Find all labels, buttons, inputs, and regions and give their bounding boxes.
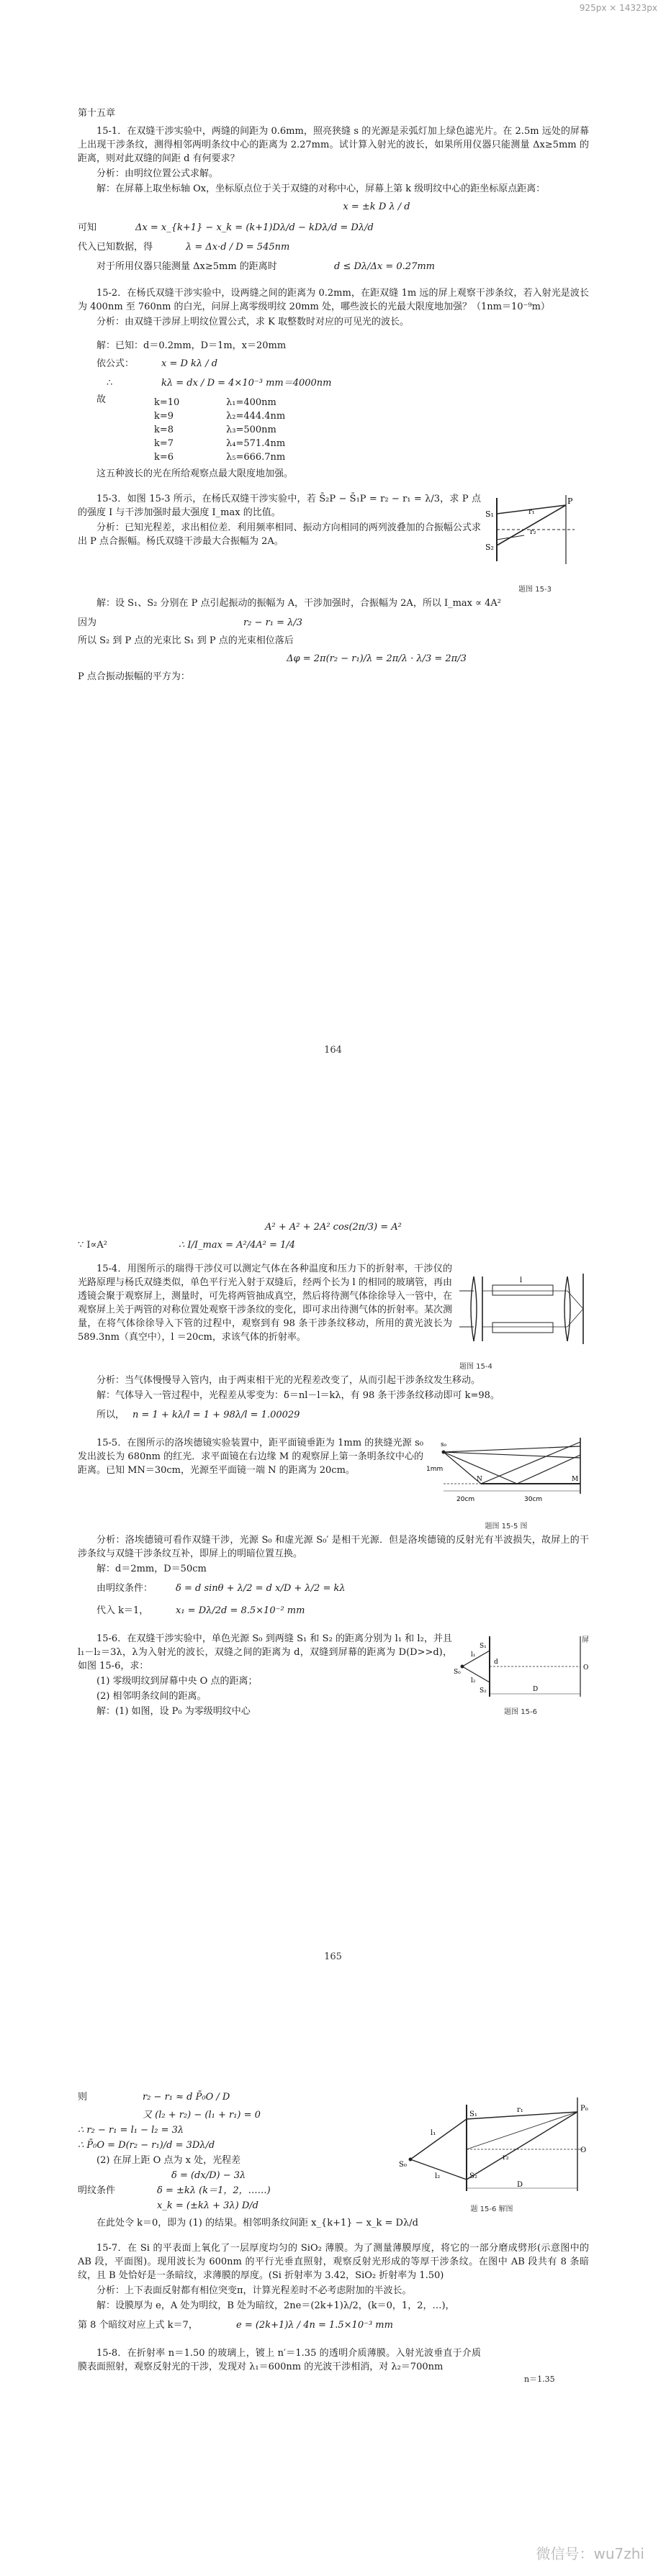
text-label: 代入已知数据，得 (78, 242, 153, 253)
text-label: 故 (96, 394, 107, 405)
svg-text:l₂: l₂ (471, 1677, 476, 1684)
solution-15-2: 解：已知：d＝0.2mm，D＝1m，x＝20mm (96, 340, 287, 351)
double-slit-source-diagram (452, 1632, 589, 1701)
screen-label: 屏 (582, 1636, 589, 1644)
text-line: ∵ I∝A² (78, 1240, 107, 1251)
svg-text:S₂: S₂ (480, 1687, 487, 1695)
svg-text:S₁: S₁ (480, 1643, 487, 1650)
svg-text:r₂: r₂ (530, 528, 536, 536)
label-30cm: 30cm (524, 1496, 543, 1503)
solution-15-5: 解：d＝2mm，D＝50cm (96, 1564, 207, 1574)
text-label: 代入 k＝1， (96, 1605, 149, 1616)
figure-15-6-solution (395, 2090, 589, 2216)
svg-text:N: N (477, 1476, 482, 1483)
text-label: 对于所用仪器只能测量 Δx≥5mm 的距离时 (96, 261, 277, 272)
problem-15-6: 15-6．在双缝干涉实验中，单色光源 S₀ 到两缝 S₁ 和 S₂ 的距离分别为 l₁ 和 l₂，并且 l₁－l₂＝3λ，λ为入射光的波长，双缝之间的距离为 d，双缝到屏幕的距离为 D(D>>d)，如图 15-6，求： (78, 1633, 452, 1672)
figure-15-4 (452, 1262, 589, 1374)
equation: δ = (dx/D) − 3λ (171, 2170, 246, 2181)
page-number: 164 (324, 1045, 342, 1056)
figure-caption: 题图 15-6 (504, 1708, 537, 1716)
text-line: (2) 在屏上距 O 点为 x 处，光程差 (96, 2155, 241, 2166)
equation: x₁ = Dλ/2d = 8.5×10⁻² mm (176, 1605, 305, 1616)
text-label: 由明纹条件： (96, 1583, 153, 1594)
page-number: 165 (324, 1951, 342, 1962)
svg-text:l₁: l₁ (471, 1651, 476, 1659)
label-20cm: 20cm (456, 1496, 475, 1503)
solution-15-7: 解：设膜厚为 e，A 处为明纹，B 处为暗纹，2ne＝(2k+1)λ/2，(k＝0，1，2，…)， (96, 2300, 455, 2311)
text-label: 明纹条件 (78, 2185, 116, 2196)
problem-15-8: 15-8．在折射率 n＝1.50 的玻璃上，镀上 n′＝1.35 的透明介质薄膜。入射光波垂直于介质膜表面照射，观察反射光的干涉，发现对 λ₁＝600nm 的光波干涉相消，对 λ₂＝700nm (78, 2348, 481, 2372)
svg-text:r₁: r₁ (528, 508, 535, 516)
table-cell: λ₄=571.4nm (226, 438, 286, 449)
svg-text:l: l (520, 1276, 523, 1284)
svg-text:S₁: S₁ (485, 509, 494, 519)
double-slit-solution-diagram (395, 2090, 589, 2198)
equation: r₂ − r₁ ≈ d P̄₀O / D (143, 2092, 230, 2103)
svg-text:D: D (517, 2181, 523, 2189)
figure-caption: 题 15-6 解图 (470, 2205, 513, 2213)
table-cell: k=8 (154, 425, 174, 435)
table-cell: λ₂=444.4nm (226, 411, 286, 422)
svg-text:S₂: S₂ (485, 543, 494, 552)
lloyd-mirror-diagram (423, 1436, 589, 1515)
svg-text:P: P (567, 496, 573, 506)
svg-text:S₂: S₂ (469, 2172, 477, 2180)
equation: 又 (l₂ + r₂) − (l₁ + r₁) = 0 (143, 2110, 261, 2121)
double-slit-diagram (481, 492, 589, 579)
text-label: 依公式： (96, 358, 135, 369)
chapter-title: 第十五章 (78, 108, 116, 119)
analysis-15-2: 分析：由双缝干涉屏上明纹位置公式，求 K 取整数时对应的可见光的波长。 (96, 317, 409, 327)
page-165 (78, 1216, 589, 1720)
svg-text:s₀: s₀ (441, 1441, 447, 1448)
problem-15-3: 15-3．如图 15-3 所示，在杨氏双缝干涉实验中，若 S̄₂P − S̄₁P = r₂ − r₁ = λ/3，求 P 点的强度 I 与干涉加强时最大强度 I_max 的比值。 (78, 494, 481, 518)
table-row (154, 396, 370, 409)
svg-text:O: O (583, 1664, 589, 1672)
problem-15-2: 15-2．在杨氏双缝干涉实验中，设两缝之间的距离为 0.2mm，在距双缝 1m 远的屏上观察干涉条纹，若入射光是波长为 400nm 至 760nm 的白光，问屏上离零级明纹 20mm 处，哪些波长的光最大限度地加强？（1nm＝10⁻⁹m） (78, 288, 589, 312)
svg-text:S₀: S₀ (399, 2161, 407, 2169)
equation: δ = ±kλ (k＝1，2，……) (157, 2185, 271, 2196)
question-15-6-2: (2) 相邻明条纹间的距离。 (96, 1691, 207, 1702)
equation: x = D kλ / d (161, 358, 218, 369)
figure-15-3 (481, 492, 589, 597)
analysis-15-5: 分析：洛埃德镜可看作双缝干涉，光源 S₀ 和虚光源 S₀′ 是相干光源．但是洛埃德镜的反射光有半波损失，故屏上的干涉条纹与双缝干涉条纹互补，即屏上的明暗位置互换。 (78, 1535, 589, 1559)
solution-15-1: 解：在屏幕上取坐标轴 Ox，坐标原点位于关于双缝的对称中心，屏幕上第 k 级明纹中心的距坐标原点距离： (96, 183, 546, 194)
svg-text:d: d (494, 1659, 498, 1666)
table-cell: k=9 (154, 411, 174, 422)
figure-caption: 题图 15-5 图 (485, 1523, 528, 1530)
table-cell: k=10 (154, 397, 180, 408)
equation: λ = Δx·d / D = 545nm (186, 242, 290, 253)
equation: Δx = x_{k+1} − x_k = (k+1)Dλ/d − kDλ/d = Dλ/d (135, 222, 374, 233)
equation: A² + A² + 2A² cos(2π/3) = A² (265, 1222, 402, 1233)
therefore-symbol: ∴ (107, 378, 113, 389)
question-15-6-1: (1) 零级明纹到屏幕中央 O 点的距离； (96, 1676, 258, 1687)
problem-15-5: 15-5．在图所示的洛埃德镜实验装置中，距平面镜垂距为 1mm 的狭缝光源 s₀ 发出波长为 680nm 的红光．求平面镜在右边缘 M 的观察屏上第一条明条纹中心的距离。已知 MN＝30cm，光源至平面镜一端 N 的距离为 20cm。 (78, 1438, 423, 1476)
table-cell: k=7 (154, 438, 174, 449)
solution-15-4: 解：气体导入一管过程中，光程差从零变为：δ＝nl－l＝kλ，有 98 条干涉条纹移动即可 k=98。 (96, 1390, 500, 1401)
problem-15-4: 15-4．用图所示的瑞得干涉仪可以测定气体在各种温度和压力下的折射率，干涉仪的光路原理与杨氏双缝类似，单色平行光入射于双缝后，经两个长为 l 的相同的玻璃管，再由透镜会聚于观察屏上，测量时，可先将两管抽成真空，然后将待测气体徐徐导入一管中，在观察屏上关于两管的对称位置处观察干涉条纹的变化，即可求出待测气体的折射率。某次测量，在将气体徐徐导入下管的过程中，观察到有 98 条干涉条纹移动，所用的黄光波长为 589.3nm（真空中），l ＝20cm，求该气体的折射率。 (78, 1264, 453, 1343)
text-label: 则 (78, 2092, 88, 2103)
image-size-label: 925px × 14323px (579, 3, 657, 13)
page-166 (78, 2090, 589, 2384)
svg-text:O: O (580, 2146, 587, 2154)
table-row (154, 409, 370, 423)
equation: Δφ = 2π(r₂ − r₁)/λ = 2π/λ · λ/3 = 2π/3 (287, 653, 467, 664)
equation: x = ±k D λ / d (343, 201, 410, 212)
equation: δ = d sinθ + λ/2 = d x/D + λ/2 = kλ (176, 1583, 346, 1594)
page-164 (78, 106, 589, 685)
svg-text:r₂: r₂ (503, 2154, 509, 2162)
solution-15-3: 解：设 S₁、S₂ 分别在 P 点引起振动的振幅为 A，干涉加强时，合振幅为 2A，所以 I_max ∝ 4A² (96, 598, 501, 609)
text-label: 第 8 个暗纹对应上式 k＝7， (78, 2320, 198, 2331)
figure-15-6 (452, 1632, 589, 1720)
equation: n = 1 + kλ/l = 1 + 98λ/l = 1.00029 (132, 1410, 300, 1420)
problem-15-1: 15-1．在双缝干涉实验中，两缝的间距为 0.6mm，照亮狭缝 s 的光源是汞弧灯加上绿色滤光片。在 2.5m 远处的屏幕上出现干涉条纹，测得相邻两明条纹中心的距离为 2.27mm。试计算入射光的波长，如果所用仪器只能测量 Δx≥5mm 的距离，则对此双缝的间距 d 有何要求？ (78, 126, 589, 164)
figure-15-8 (481, 2346, 589, 2384)
svg-text:l₂: l₂ (435, 2172, 441, 2180)
figure-caption: 题图 15-3 (518, 586, 552, 594)
analysis-15-4: 分析：当气体慢慢导入管内，由于两束相干光的光程差改变了，从而引起干涉条纹发生移动。 (96, 1375, 481, 1386)
equation: d ≤ Dλ/Δx = 0.27mm (334, 261, 435, 272)
table-cell: λ₅=666.7nm (226, 452, 286, 463)
svg-text:S₁: S₁ (469, 2110, 477, 2118)
table-cell: k=6 (154, 452, 174, 463)
equation: r₂ − r₁ = λ/3 (243, 617, 303, 628)
svg-text:M: M (572, 1476, 579, 1483)
analysis-15-3: 分析：已知光程差，求出相位差．利用频率相同、振动方向相同的两列波叠加的合振幅公式求出 P 点合振幅。杨氏双缝干涉最大合振幅为 2A。 (78, 522, 481, 547)
figure-caption: 题图 15-4 (459, 1363, 492, 1371)
text-label: 因为 (78, 617, 97, 628)
analysis-15-7: 分析：上下表面反射都有相位突变π，计算光程差时不必考虑附加的半波长。 (96, 2285, 412, 2296)
table-row (154, 437, 370, 450)
conclusion-15-2: 这五种波长的光在所给观察点最大限度地加强。 (96, 468, 294, 479)
svg-text:P₀: P₀ (580, 2105, 588, 2113)
wavelength-table (154, 396, 370, 464)
solution-15-6: 解：(1) 如图，设 P₀ 为零级明纹中心 (96, 1706, 251, 1717)
table-row (154, 450, 370, 464)
problem-15-7: 15-7．在 Si 的平表面上氧化了一层厚度均匀的 SiO₂ 薄膜。为了测量薄膜厚度，将它的一部分磨成劈形(示意图中的 AB 段，平面图)。现用波长为 600nm 的平行光垂直照射，观察反射光形成的等厚干涉条纹。在图中 AB 段共有 8 条暗纹，且 B 处恰好是一条暗纹，求薄膜的厚度。(Si 折射率为 3.42，SiO₂ 折射率为 1.50) (78, 2243, 589, 2281)
svg-text:r₁: r₁ (517, 2106, 523, 2114)
watermark: 微信号：wu7zhi (536, 2545, 644, 2562)
analysis-15-1: 分析：由明纹位置公式求解。 (96, 168, 219, 179)
equation: kλ = dx / D = 4×10⁻³ mm＝4000nm (161, 378, 332, 389)
equation: ∴ I/I_max = A²/4A² = 1/4 (179, 1240, 296, 1251)
table-cell: λ₁=400nm (226, 397, 276, 408)
label-1mm: 1mm (426, 1466, 444, 1473)
figure-15-5 (423, 1436, 589, 1533)
table-cell: λ₃=500nm (226, 425, 276, 435)
rayleigh-interferometer-diagram (452, 1262, 589, 1356)
svg-text:D: D (533, 1686, 539, 1693)
equation: ∴ r₂ − r₁ = l₁ − l₂ = 3λ (78, 2125, 184, 2136)
top-status-bar (0, 0, 666, 19)
text-label: 所以， (96, 1410, 125, 1420)
text-label: 可知 (78, 222, 97, 233)
text-line: 所以 S₂ 到 P 点的光束比 S₁ 到 P 点的光束相位落后 (78, 635, 294, 646)
film-index-label: n＝1.35 (524, 2375, 555, 2384)
svg-text:S₀: S₀ (454, 1669, 461, 1676)
equation: e = (2k+1)λ / 4n = 1.5×10⁻³ mm (236, 2320, 393, 2331)
equation: ∴ P̄₀O = D(r₂ − r₁)/d = 3Dλ/d (78, 2140, 215, 2151)
svg-text:l₁: l₁ (431, 2129, 436, 2137)
text-line: P 点合振动振幅的平方为： (78, 671, 190, 682)
equation: x_k = (±kλ + 3λ) D/d (157, 2200, 258, 2211)
table-row (154, 423, 370, 437)
text-line: 在此处令 k＝0，即为 (1) 的结果。相邻明条纹间距 x_{k+1} − x_k = Dλ/d (96, 2218, 418, 2228)
